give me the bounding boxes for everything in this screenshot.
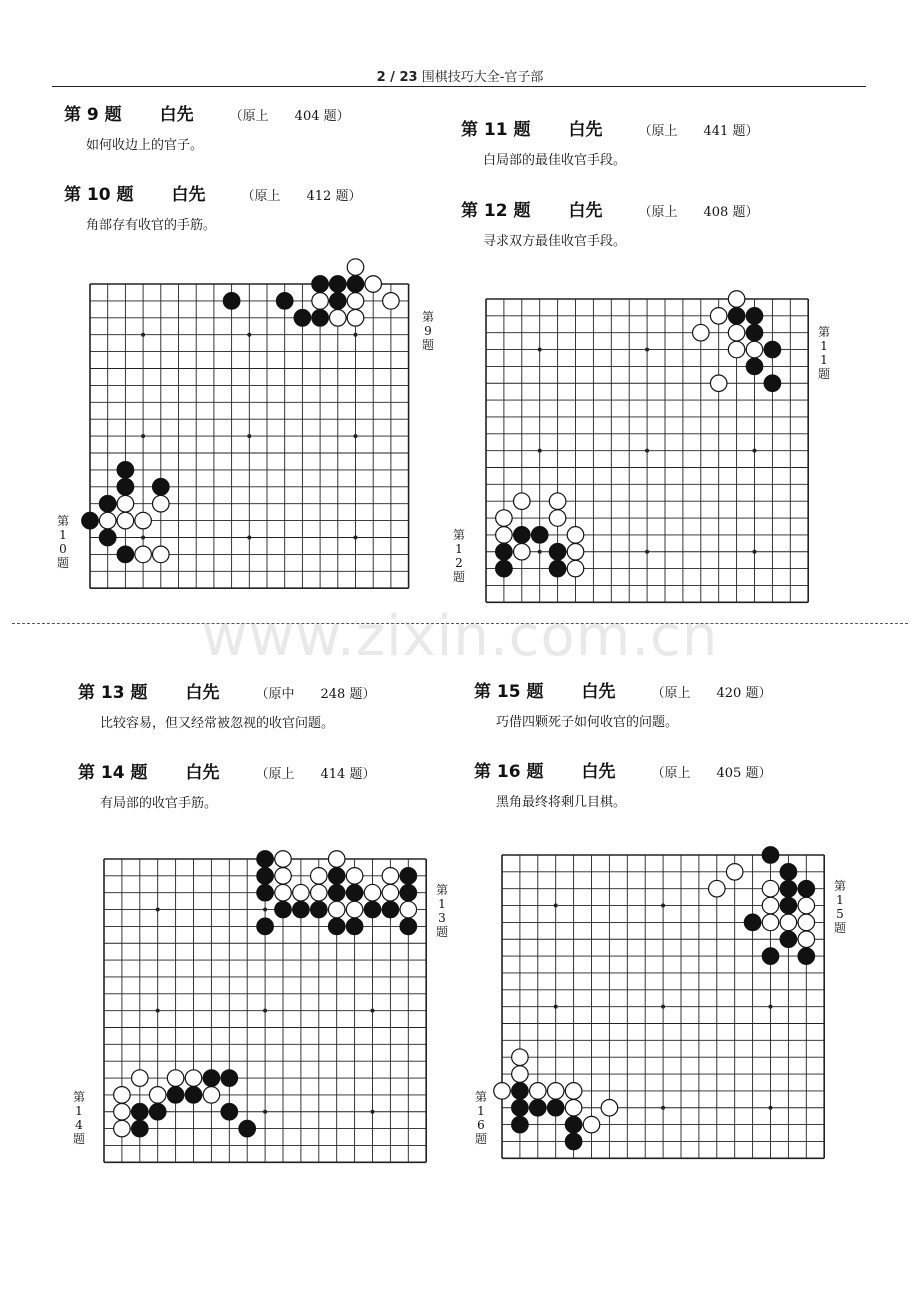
white-stone [762,880,779,897]
white-stone [494,1083,511,1100]
black-stone [780,880,797,897]
white-stone [798,897,815,914]
black-stone [798,948,815,965]
problem-player: 白先 [171,185,206,205]
problem-player: 白先 [568,201,603,221]
problem-title: 第 12 题 [461,201,531,221]
problem-description: 有局部的收官手筋。 [100,796,218,811]
problem-source: （原上 408 题） [638,205,759,220]
black-stone [565,1133,582,1150]
problem-description: 如何收边上的官子。 [86,138,204,153]
board-label-9: 第9题 [421,310,434,352]
problem-source: （原上 404 题） [229,109,350,124]
white-stone [601,1099,618,1116]
star-point [769,1106,773,1110]
black-stone [762,847,779,864]
problem-description: 巧借四颗死子如何收官的问题。 [496,715,679,730]
problem-source: （原中 248 题） [255,687,376,702]
white-stone [512,1066,529,1083]
black-stone [512,1083,529,1100]
board-label-11: 第11题 [817,325,830,381]
star-point [554,1005,558,1009]
white-stone [530,1083,547,1100]
problem-description: 白局部的最佳收官手段。 [483,153,627,168]
black-stone [780,931,797,948]
problem-title: 第 10 题 [64,185,134,205]
star-point [661,1005,665,1009]
problem-source: （原上 405 题） [651,766,772,781]
problem-title: 第 15 题 [474,682,544,702]
white-stone [583,1116,600,1133]
white-stone [762,897,779,914]
problem-source: （原上 412 题） [241,189,362,204]
problem-player: 白先 [568,120,603,140]
board-label-10: 第10题 [56,514,69,570]
white-stone [565,1083,582,1100]
problem-title: 第 13 题 [78,683,148,703]
star-point [769,1005,773,1009]
star-point [661,1106,665,1110]
black-stone [530,1099,547,1116]
board-label-16: 第16题 [474,1090,487,1146]
board-label-13: 第13题 [435,883,448,939]
watermark: www.zixin.com.cn [201,604,719,669]
black-stone [780,864,797,881]
black-stone [512,1116,529,1133]
star-point [554,904,558,908]
problem-player: 白先 [581,682,616,702]
page-number: 2 / 23 [376,70,418,85]
black-stone [780,897,797,914]
board-label-12: 第12题 [452,528,465,584]
black-stone [512,1099,529,1116]
problem-player: 白先 [185,683,220,703]
white-stone [547,1083,564,1100]
white-stone [512,1049,529,1066]
problem-description: 比较容易，但又经常被忽视的收官问题。 [100,716,335,731]
black-stone [762,948,779,965]
problem-player: 白先 [581,762,616,782]
white-stone [762,914,779,931]
black-stone [744,914,761,931]
problem-source: （原上 414 题） [255,767,376,782]
problem-title: 第 9 题 [64,105,122,125]
problem-title: 第 14 题 [78,763,148,783]
white-stone [798,914,815,931]
problem-source: （原上 441 题） [638,124,759,139]
white-stone [780,914,797,931]
star-point [661,904,665,908]
problem-player: 白先 [185,763,220,783]
board-label-14: 第14题 [72,1090,85,1146]
problem-player: 白先 [159,105,194,125]
document-title: 围棋技巧大全-官子部 [421,70,544,85]
problem-description: 寻求双方最佳收官手段。 [483,234,627,249]
problem-source: （原上 420 题） [651,686,772,701]
black-stone [565,1116,582,1133]
problem-title: 第 11 题 [461,120,531,140]
problem-description: 角部存有收官的手筋。 [86,218,217,233]
white-stone [565,1099,582,1116]
white-stone [726,864,743,881]
black-stone [547,1099,564,1116]
white-stone [709,880,726,897]
white-stone [798,931,815,948]
black-stone [798,880,815,897]
board-label-15: 第15题 [833,879,846,935]
problem-description: 黑角最终将剩几目棋。 [496,795,627,810]
problem-title: 第 16 题 [474,762,544,782]
